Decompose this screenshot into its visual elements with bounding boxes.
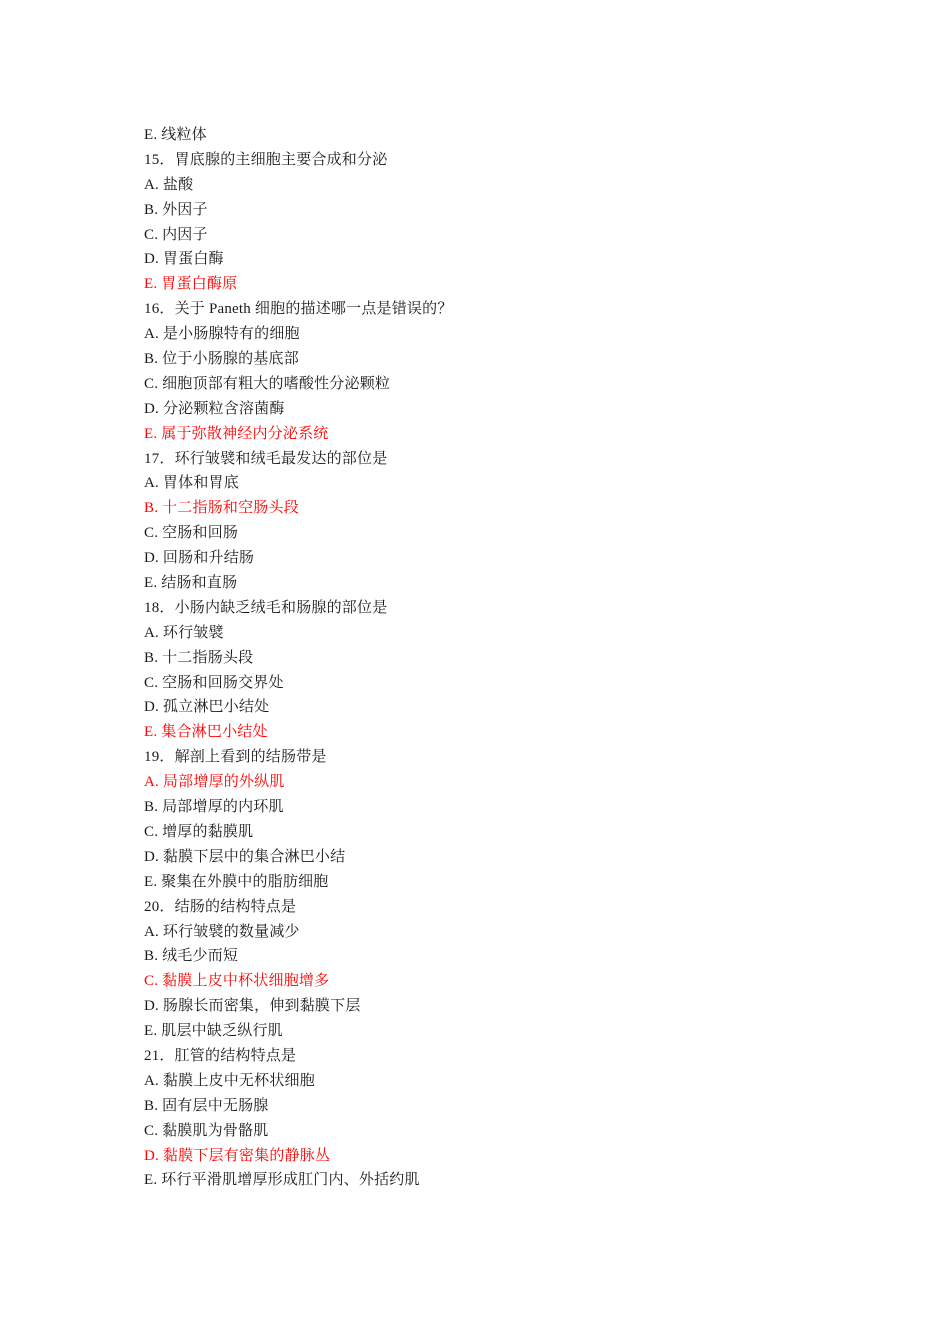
answer-option-line: E. 胃蛋白酶原 bbox=[144, 276, 238, 293]
option-line: A. 盐酸 bbox=[144, 176, 194, 193]
option-line: B. 外因子 bbox=[144, 201, 208, 218]
option-line: D. 胃蛋白酶 bbox=[144, 251, 224, 268]
option-line: D. 分泌颗粒含溶菌酶 bbox=[144, 400, 285, 417]
option-line: E. 聚集在外膜中的脂肪细胞 bbox=[144, 873, 329, 890]
option-line: C. 空肠和回肠交界处 bbox=[144, 674, 284, 691]
option-line: B. 局部增厚的内环肌 bbox=[144, 799, 284, 816]
question-line: 18．小肠内缺乏绒毛和肠腺的部位是 bbox=[144, 599, 388, 616]
answer-option-line: E. 集合淋巴小结处 bbox=[144, 724, 268, 741]
option-line: E. 结肠和直肠 bbox=[144, 575, 238, 592]
option-line: C. 内因子 bbox=[144, 226, 208, 243]
answer-option-line: D. 黏膜下层有密集的静脉丛 bbox=[144, 1147, 331, 1164]
answer-option-line: A. 局部增厚的外纵肌 bbox=[144, 774, 285, 791]
option-line: C. 黏膜肌为骨骼肌 bbox=[144, 1122, 269, 1139]
option-line: D. 肠腺长而密集，伸到黏膜下层 bbox=[144, 998, 361, 1015]
question-line: 21．肛管的结构特点是 bbox=[144, 1047, 297, 1064]
option-line: C. 空肠和回肠 bbox=[144, 525, 239, 542]
answer-option-line: E. 属于弥散神经内分泌系统 bbox=[144, 425, 329, 442]
option-line: A. 环行皱襞 bbox=[144, 624, 224, 641]
option-line: A. 环行皱襞的数量减少 bbox=[144, 923, 300, 940]
option-line: A. 是小肠腺特有的细胞 bbox=[144, 326, 300, 343]
question-line: 16．关于 Paneth 细胞的描述哪一点是错误的？ bbox=[144, 301, 453, 318]
question-line: 20．结肠的结构特点是 bbox=[144, 898, 297, 915]
option-line: B. 位于小肠腺的基底部 bbox=[144, 351, 299, 368]
answer-option-line: B. 十二指肠和空肠头段 bbox=[144, 500, 299, 517]
option-line: B. 固有层中无肠腺 bbox=[144, 1097, 269, 1114]
option-line: D. 回肠和升结肠 bbox=[144, 550, 255, 567]
answer-option-line: C. 黏膜上皮中杯状细胞增多 bbox=[144, 973, 330, 990]
option-line: D. 黏膜下层中的集合淋巴小结 bbox=[144, 848, 346, 865]
question-line: 15．胃底腺的主细胞主要合成和分泌 bbox=[144, 151, 388, 168]
option-line: D. 孤立淋巴小结处 bbox=[144, 699, 270, 716]
question-line: 17．环行皱襞和绒毛最发达的部位是 bbox=[144, 450, 388, 467]
document-body bbox=[144, 123, 844, 1193]
option-line: B. 绒毛少而短 bbox=[144, 948, 239, 965]
option-line: B. 十二指肠头段 bbox=[144, 649, 254, 666]
option-line: C. 细胞顶部有粗大的嗜酸性分泌颗粒 bbox=[144, 375, 391, 392]
option-line: E. 环行平滑肌增厚形成肛门内、外括约肌 bbox=[144, 1172, 420, 1189]
question-line: 19．解剖上看到的结肠带是 bbox=[144, 749, 327, 766]
option-line: C. 增厚的黏膜肌 bbox=[144, 823, 254, 840]
option-line: A. 胃体和胃底 bbox=[144, 475, 239, 492]
option-line: E. 线粒体 bbox=[144, 127, 207, 143]
option-line: E. 肌层中缺乏纵行肌 bbox=[144, 1023, 283, 1040]
option-line: A. 黏膜上皮中无杯状细胞 bbox=[144, 1072, 315, 1089]
